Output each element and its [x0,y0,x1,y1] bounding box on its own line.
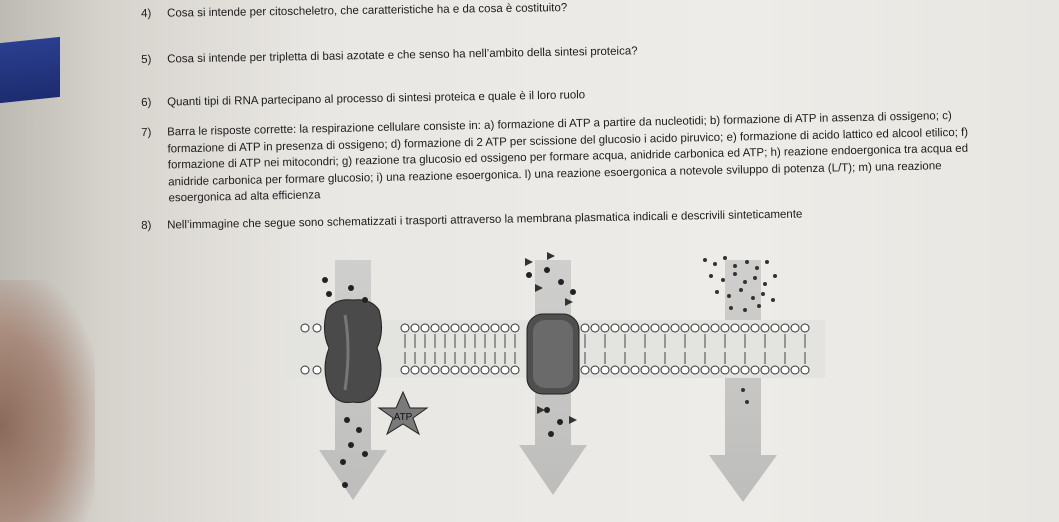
membrane-transport-figure [285,240,845,522]
question-number: 4) [141,7,152,20]
atp-star-icon [379,392,427,434]
carrier-protein-icon [527,314,579,394]
atp-label: ATP [393,412,413,423]
question-number: 7) [141,126,152,139]
question-number: 6) [141,96,152,109]
question-number: 5) [141,53,152,66]
channel-protein-icon [324,300,381,403]
question-text: Nell’immagine che segue sono schematizzati i trasporti attraverso la membrana plasmatica indicali e descrivili sinteticamente [167,208,803,232]
question-text: Cosa si intende per tripletta di basi azotate e che senso ha nell’ambito della sintesi proteica? [167,45,638,66]
question-text: Cosa si intende per citoscheletro, che caratteristiche ha e da cosa è costituito? [167,2,568,20]
question-text: Barra le risposte corrette: la respirazione cellulare consiste in: a) formazione di ATP a partire da nucleotidi; b) formazione di ATP in assenza di ossigeno; c) formazione di ATP in presenza di ossigeno; d) formazione di 2 ATP per scissione del glucosio i acido piruvico; e) formazione di acido lattico ed alcool etilico; f) formazione di ATP nei mitocondri; g) reazione tra glucosio ed ossigeno per formare acqua, anidride carbonica ed ATP; h) reazione endoergonica tra acqua ed anidride carbonica per formare glucosio; i) una reazione esoergonica. l) una reazione esoergonica a notevole sviluppo di potenza (L/T); m) una reazione esoergonica ad alta efficienza [167,110,969,205]
hand-shadow [0,280,95,522]
blue-folder-edge [0,37,60,103]
question-number: 8) [141,219,152,232]
down-arrow-icon [709,260,777,502]
question-text: Quanti tipi di RNA partecipano al processo di sintesi proteica e quale è il loro ruolo [167,89,586,109]
